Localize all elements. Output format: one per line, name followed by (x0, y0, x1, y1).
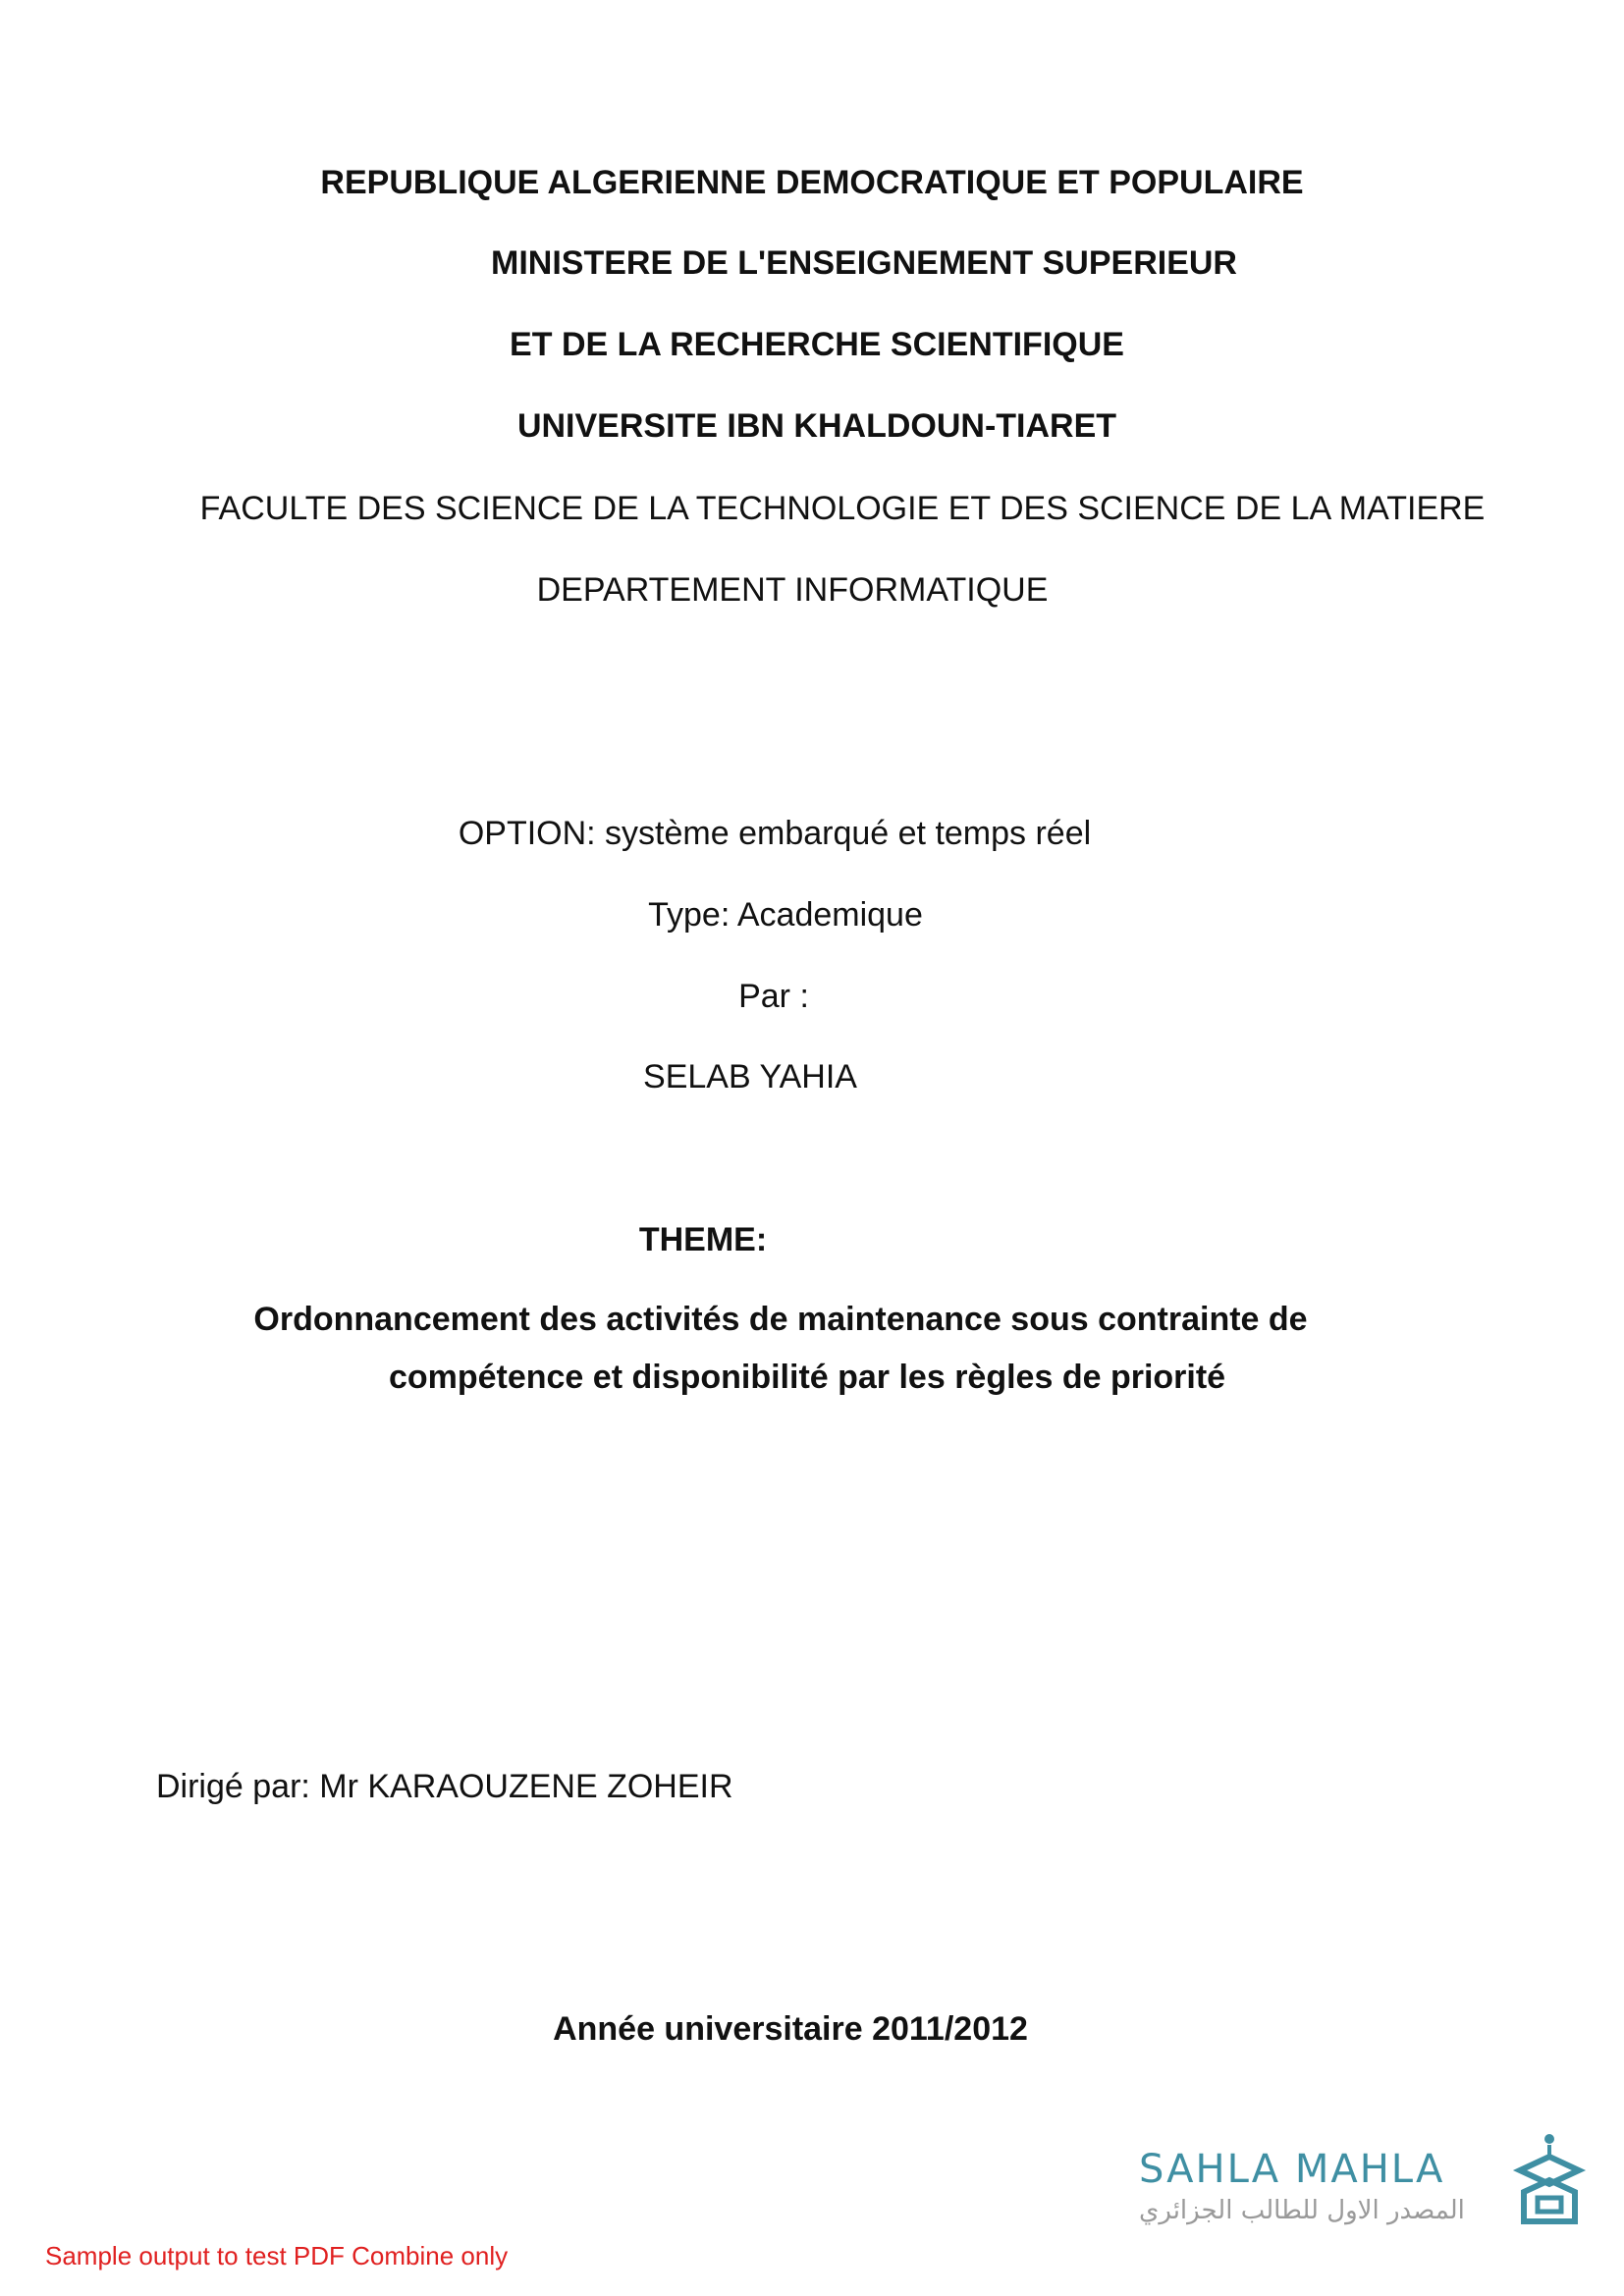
header-university: UNIVERSITE IBN KHALDOUN-TIARET (516, 407, 1117, 445)
author-name: SELAB YAHIA (643, 1058, 857, 1095)
sample-output-note: Sample output to test PDF Combine only (45, 2241, 509, 2270)
theme-title-line1: Ordonnancement des activités de maintenance sous contrainte de (253, 1301, 1308, 1338)
theme-label: THEME: (638, 1221, 768, 1258)
supervisor-line: Dirigé par: Mr KARAOUZENE ZOHEIR (156, 1768, 733, 1805)
header-faculty: FACULTE DES SCIENCE DE LA TECHNOLOGIE ET DES SCIENCE DE LA MATIERE (199, 490, 1486, 527)
header-republic: REPUBLIQUE ALGERIENNE DEMOCRATIQUE ET POPULAIRE (320, 164, 1304, 201)
option-line: OPTION: système embarqué et temps réel (458, 815, 1092, 852)
type-line: Type: Academique (648, 896, 923, 934)
par-label: Par : (738, 978, 809, 1015)
header-department: DEPARTEMENT INFORMATIQUE (536, 571, 1049, 609)
calligraphy-emblem-icon (1510, 2131, 1589, 2229)
logo-name: SAHLA MAHLA (1139, 2147, 1445, 2192)
sahla-mahla-logo (1139, 2125, 1591, 2233)
academic-year: Année universitaire 2011/2012 (553, 2010, 1028, 2048)
logo-tagline: المصدر الاول للطالب الجزائري (1139, 2196, 1465, 2225)
header-research: ET DE LA RECHERCHE SCIENTIFIQUE (510, 326, 1124, 363)
header-ministry: MINISTERE DE L'ENSEIGNEMENT SUPERIEUR (491, 244, 1237, 282)
theme-title-line2: compétence et disponibilité par les règles de priorité (388, 1359, 1226, 1396)
